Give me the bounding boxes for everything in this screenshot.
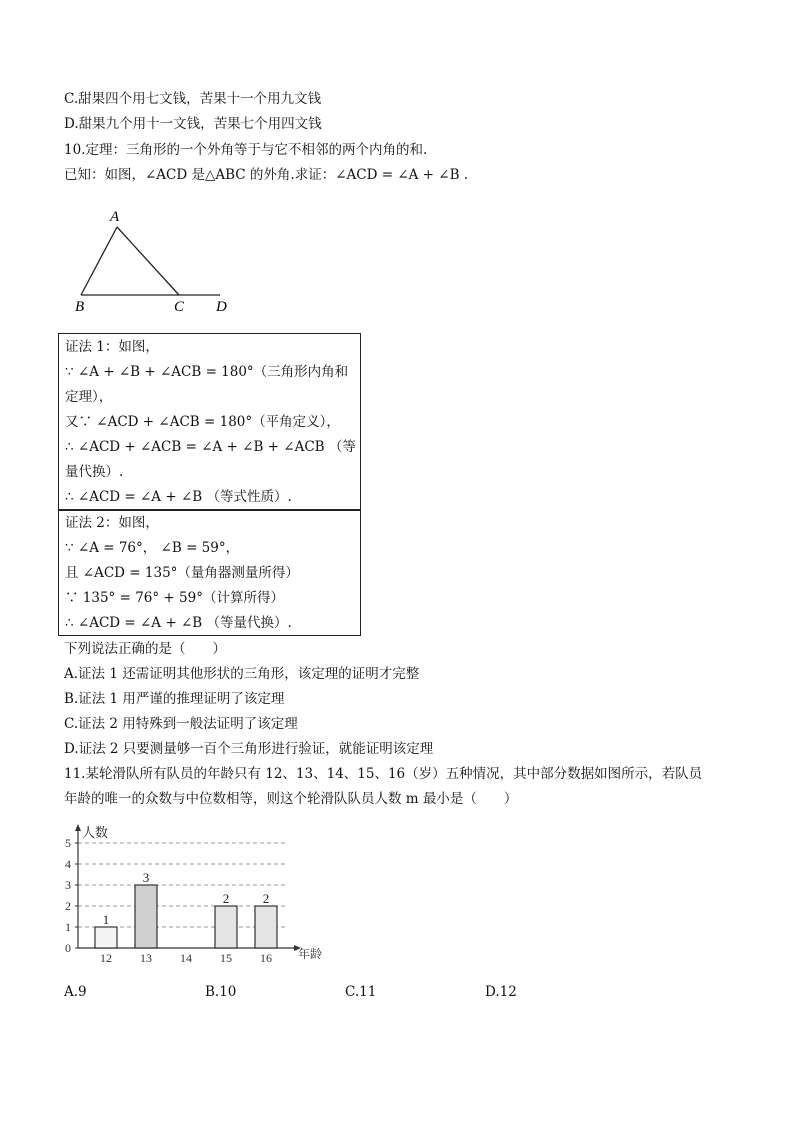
- proof-2-line-4: ∵ 135° = 76° + 59°（计算所得）: [65, 590, 284, 606]
- y-tick-label-5: 5: [65, 836, 71, 850]
- label-b: B: [75, 299, 85, 315]
- q11-option-c: C.11: [345, 984, 377, 1000]
- proof-1-line-3: 定理），: [65, 389, 113, 405]
- proof-2-line-3: 且 ∠ACD = 135°（量角器测量所得）: [65, 565, 299, 581]
- bar-13: [135, 885, 157, 948]
- bar-label-13: 3: [142, 870, 150, 885]
- proof-1-box: [58, 333, 361, 511]
- x-tick-label-16: 16: [260, 951, 272, 965]
- q9-option-c: C.甜果四个用七文钱，苦果十一个用九文钱: [64, 91, 322, 107]
- q10-option-a: A.证法 1 还需证明其他形状的三角形，该定理的证明才完整: [64, 666, 420, 682]
- bar-label-16: 2: [262, 891, 270, 906]
- age-bar-chart: [60, 820, 340, 965]
- x-tick-label-13: 13: [140, 951, 152, 965]
- triangle-figure: [70, 205, 240, 320]
- bar-label-15: 2: [222, 891, 230, 906]
- label-d: D: [216, 299, 227, 315]
- proof-2-box: [58, 509, 361, 636]
- proof-1-line-1: 证法 1：如图，: [65, 339, 159, 355]
- side-ac: [117, 227, 179, 295]
- q11-line-1: 11.某轮滑队所有队员的年龄只有 12、13、14、15、16（岁）五种情况，其中部分数据如图所示，若队员: [64, 766, 703, 782]
- y-tick-label-1: 1: [65, 920, 71, 934]
- proof-1-line-2: ∵ ∠A + ∠B + ∠ACB = 180°（三角形内角和: [65, 364, 349, 380]
- label-a: A: [110, 209, 120, 225]
- y-tick-label-3: 3: [65, 878, 71, 892]
- label-c: C: [174, 299, 185, 315]
- q10-option-d: D.证法 2 只要测量够一百个三角形进行验证，就能证明该定理: [64, 741, 434, 757]
- proof-2-line-2: ∵ ∠A = 76°， ∠B = 59°，: [65, 540, 240, 556]
- bar-12: [95, 927, 117, 948]
- side-ab: [81, 227, 117, 295]
- q9-option-d: D.甜果九个用十一文钱，苦果七个用四文钱: [64, 116, 322, 132]
- x-tick-label-14: 14: [180, 951, 192, 965]
- proof-1-line-6: 量代换）.: [65, 464, 124, 480]
- q10-given: 已知：如图，∠ACD 是△ABC 的外角.求证：∠ACD = ∠A + ∠B .: [64, 167, 469, 183]
- y-axis-arrow: [75, 824, 81, 831]
- q10-option-c: C.证法 2 用特殊到一般法证明了该定理: [64, 716, 298, 732]
- q10-option-b: B.证法 1 用严谨的推理证明了该定理: [64, 691, 285, 707]
- bar-label-12: 1: [102, 912, 110, 927]
- y-tick-label-0: 0: [65, 941, 71, 955]
- y-tick-label-4: 4: [65, 857, 71, 871]
- q10-theorem: 10.定理：三角形的一个外角等于与它不相邻的两个内角的和.: [64, 142, 428, 158]
- y-axis-label: 人数: [82, 825, 109, 840]
- x-tick-label-12: 12: [100, 951, 112, 965]
- q11-option-a: A.9: [64, 984, 87, 1000]
- proof-2-line-5: ∴ ∠ACD = ∠A + ∠B （等量代换）.: [65, 615, 292, 631]
- q11-line-2: 年龄的唯一的众数与中位数相等，则这个轮滑队队员人数 m 最小是（ ）: [64, 791, 518, 807]
- bar-15: [215, 906, 237, 948]
- proof-1-line-5: ∴ ∠ACD + ∠ACB = ∠A + ∠B + ∠ACB （等: [65, 439, 356, 455]
- proof-1-line-4: 又∵ ∠ACD + ∠ACB = 180°（平角定义），: [65, 414, 340, 430]
- proof-2-line-1: 证法 2：如图，: [65, 515, 159, 531]
- x-axis-label: 年龄: [298, 947, 323, 961]
- bar-16: [255, 906, 277, 948]
- q11-option-b: B.10: [205, 984, 237, 1000]
- q11-option-d: D.12: [485, 984, 517, 1000]
- q10-prompt: 下列说法正确的是（ ）: [64, 641, 226, 657]
- y-tick-label-2: 2: [65, 899, 71, 913]
- proof-1-line-7: ∴ ∠ACD = ∠A + ∠B （等式性质）.: [65, 489, 292, 505]
- x-tick-label-15: 15: [220, 951, 232, 965]
